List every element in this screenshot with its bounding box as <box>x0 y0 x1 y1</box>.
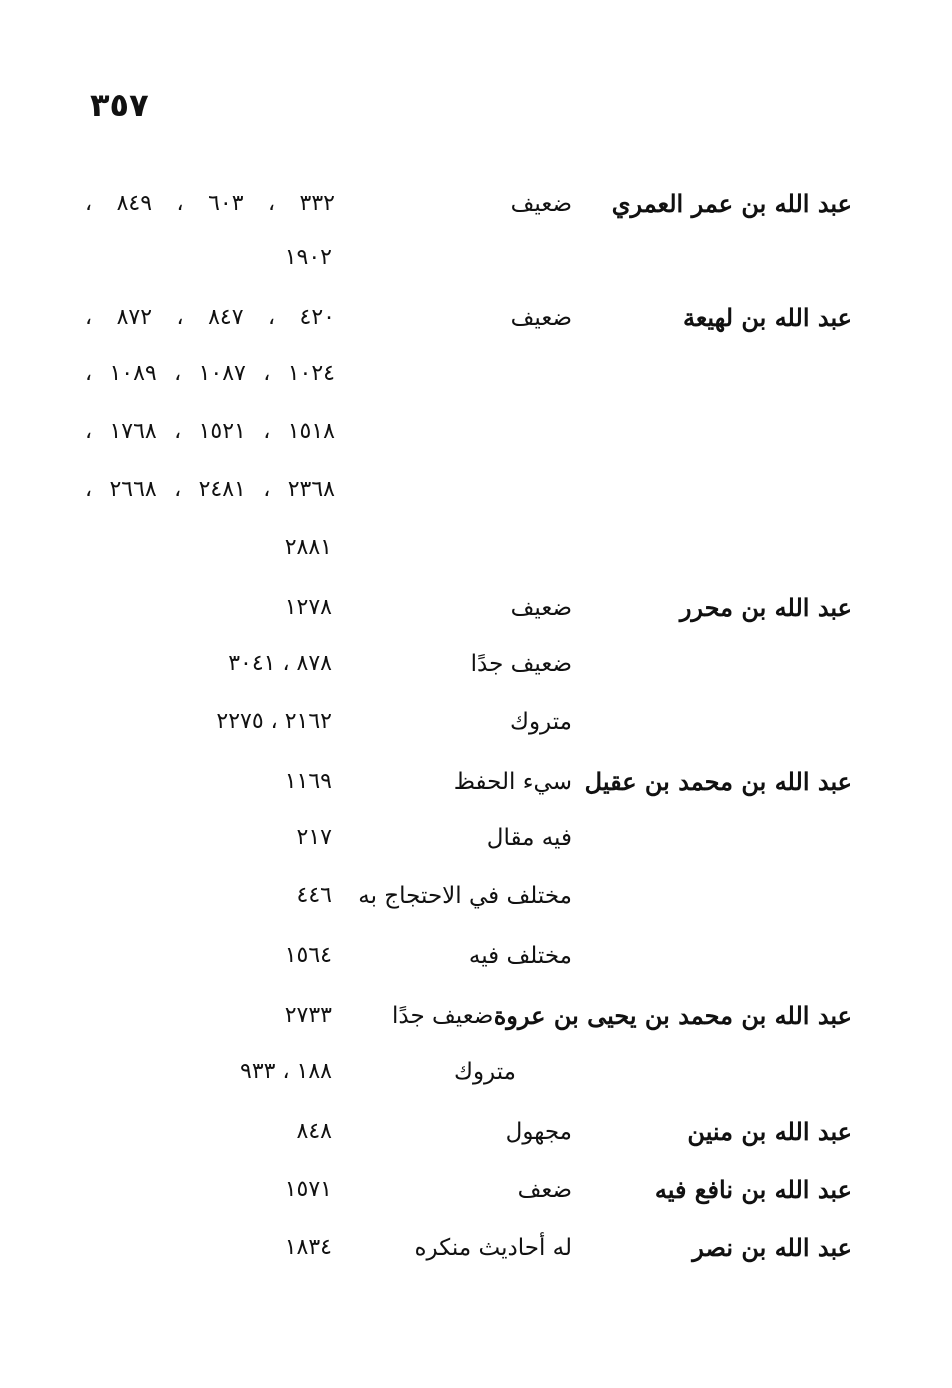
hadith-numbers: ٣٣٢ ، ٦٠٣ ، ٨٤٩ ، <box>85 191 335 216</box>
narrator-grade: سيء الحفظ <box>453 769 572 795</box>
hadith-numbers: ١٨٨ ، ٩٣٣ <box>240 1059 332 1084</box>
narrator-grade: متروك <box>453 1059 516 1085</box>
entry-row <box>0 876 952 916</box>
narrator-name: عبد الله بن نافع فيه <box>654 1175 852 1204</box>
hadith-numbers: ٢٣٦٨ ، ٢٤٨١ ، ٢٦٦٨ ، <box>85 477 335 502</box>
narrator-grade: ضعيف جدًا <box>470 651 572 677</box>
hadith-numbers: ١٩٠٢ <box>284 245 332 270</box>
narrator-grade: مختلف في الاحتجاج به <box>358 883 572 909</box>
entry-row <box>0 1052 952 1092</box>
hadith-numbers: ٤٤٦ <box>296 883 332 908</box>
hadith-numbers: ٨٤٨ <box>296 1119 332 1144</box>
hadith-numbers: ١٥٦٤ <box>284 943 332 968</box>
entry-row <box>0 412 952 452</box>
entry-row <box>0 298 952 338</box>
narrator-grade: ضعيف جدًا <box>392 1003 494 1029</box>
entry-row <box>0 588 952 628</box>
page-number: ٣٥٧ <box>90 86 149 124</box>
hadith-numbers: ٢٨٨١ <box>284 535 332 560</box>
entry-row <box>0 702 952 742</box>
entry-row <box>0 238 952 278</box>
narrator-grade: ضعيف <box>510 191 572 217</box>
hadith-numbers: ٢٧٣٣ <box>284 1003 332 1028</box>
hadith-numbers: ١٨٣٤ <box>284 1235 332 1260</box>
narrator-name: عبد الله بن محمد بن يحيى بن عروة <box>493 1001 852 1030</box>
narrator-name: عبد الله بن منين <box>687 1117 852 1146</box>
hadith-numbers: ١٥٧١ <box>284 1177 332 1202</box>
hadith-numbers: ١٥١٨ ، ١٥٢١ ، ١٧٦٨ ، <box>85 419 335 444</box>
entry-row <box>0 470 952 510</box>
hadith-numbers: ٨٧٨ ، ٣٠٤١ <box>228 651 332 676</box>
narrator-grade: مجهول <box>505 1119 572 1145</box>
hadith-numbers: ٢١٧ <box>296 825 332 850</box>
narrator-name: عبد الله بن لهيعة <box>682 303 852 332</box>
narrator-name: عبد الله بن نصر <box>692 1233 852 1262</box>
narrator-grade: ضعف <box>517 1177 572 1203</box>
entry-row <box>0 996 952 1036</box>
narrator-grade: مختلف فيه <box>468 943 572 969</box>
narrator-name: عبد الله بن محرر <box>679 593 852 622</box>
narrator-grade: له أحاديث منكره <box>414 1235 572 1261</box>
hadith-numbers: ١٠٢٤ ، ١٠٨٧ ، ١٠٨٩ ، <box>85 361 335 386</box>
entry-row <box>0 1170 952 1210</box>
hadith-numbers: ١١٦٩ <box>284 769 332 794</box>
narrator-grade: فيه مقال <box>486 825 572 851</box>
narrator-grade: ضعيف <box>510 305 572 331</box>
hadith-numbers: ٤٢٠ ، ٨٤٧ ، ٨٧٢ ، <box>85 305 335 330</box>
hadith-numbers: ٢١٦٢ ، ٢٢٧٥ <box>216 709 332 734</box>
entry-row <box>0 354 952 394</box>
narrator-grade: ضعيف <box>510 595 572 621</box>
entry-row <box>0 644 952 684</box>
narrator-grade: متروك <box>509 709 572 735</box>
entry-row <box>0 1228 952 1268</box>
hadith-numbers: ١٢٧٨ <box>284 595 332 620</box>
entry-row <box>0 818 952 858</box>
narrator-name: عبد الله بن محمد بن عقيل <box>584 767 852 796</box>
entry-row <box>0 528 952 568</box>
entry-row <box>0 1112 952 1152</box>
narrator-name: عبد الله بن عمر العمري <box>611 189 852 218</box>
entry-row <box>0 184 952 224</box>
entry-row <box>0 936 952 976</box>
entry-row <box>0 762 952 802</box>
